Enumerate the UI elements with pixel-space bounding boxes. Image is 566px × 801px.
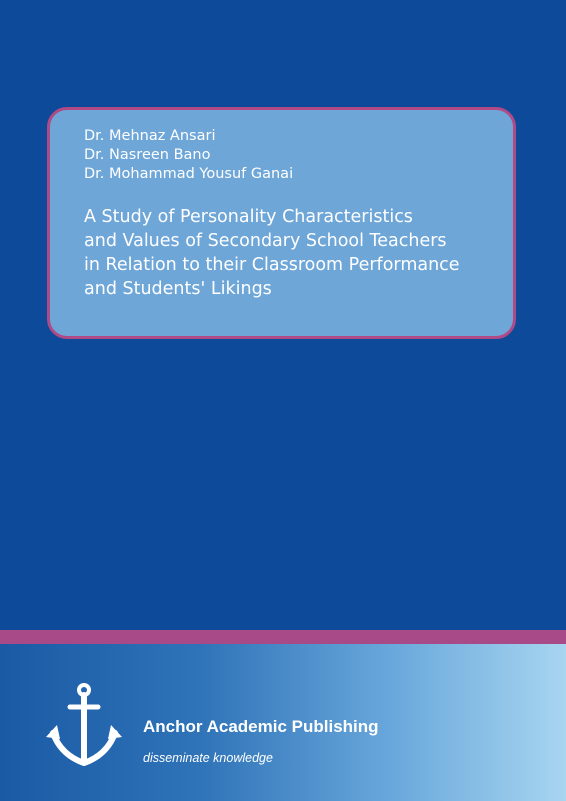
publisher-footer	[0, 644, 566, 801]
book-title-line: and Students' Likings	[84, 279, 272, 299]
book-title-line: in Relation to their Classroom Performance	[84, 255, 460, 275]
author-list	[84, 127, 293, 184]
publisher-name: Anchor Academic Publishing	[143, 717, 379, 736]
book-title-line: A Study of Personality Characteristics	[84, 207, 413, 227]
book-title-line: and Values of Secondary School Teachers	[84, 231, 447, 251]
author-name: Dr. Mohammad Yousuf Ganai	[84, 166, 294, 182]
publisher-tagline: disseminate knowledge	[143, 751, 273, 765]
author-name: Dr. Nasreen Bano	[84, 147, 211, 163]
title-box	[47, 107, 516, 339]
anchor-icon	[45, 683, 123, 769]
book-title	[84, 205, 514, 301]
author-name: Dr. Mehnaz Ansari	[84, 128, 216, 144]
accent-stripe	[0, 630, 566, 644]
